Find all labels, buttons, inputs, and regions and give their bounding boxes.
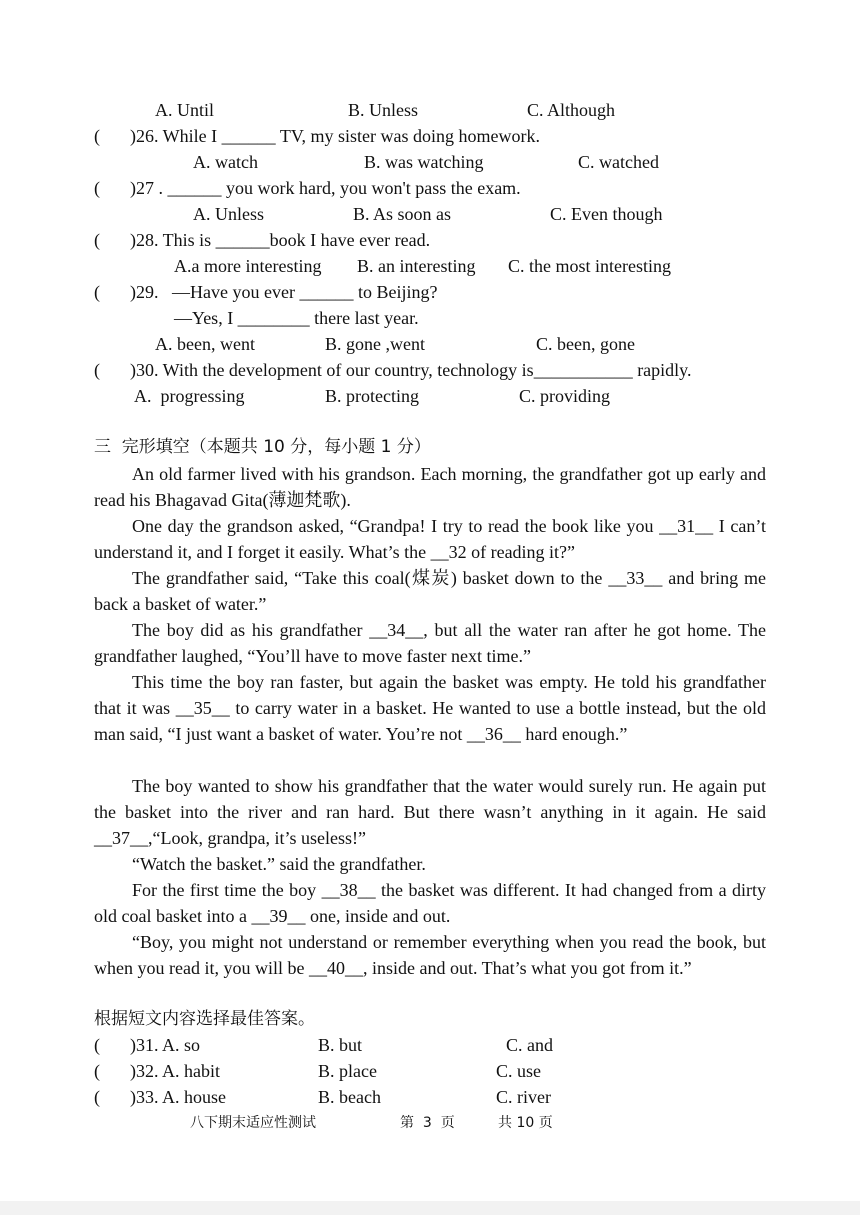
q31-option-c: C. and bbox=[506, 1035, 553, 1055]
passage-text: The boy wanted to show his grandfather that the water would surely run. He again put the basket into the river and ran hard. But there wasn’t anything in it again. He said __37__,“Look, grandpa, it’s useless!” bbox=[94, 776, 766, 848]
q30-paren: ( bbox=[94, 360, 100, 380]
passage-text: For the first time the boy __38__ the basket was different. It had changed from a dirty old coal basket into a __39__ one, inside and out. bbox=[94, 880, 766, 926]
q28-option-b: B. an interesting bbox=[357, 256, 476, 276]
q28-paren: ( bbox=[94, 230, 100, 250]
q27-option-c: C. Even though bbox=[550, 204, 663, 224]
q27-stem: )27 . ______ you work hard, you won't pass the exam. bbox=[130, 178, 521, 198]
q29-paren: ( bbox=[94, 282, 100, 302]
q26-stem: )26. While I ______ TV, my sister was doing homework. bbox=[130, 126, 540, 146]
q25-option-b: B. Unless bbox=[348, 100, 419, 120]
cloze-instruction: 根据短文内容选择最佳答案。 bbox=[94, 1009, 315, 1029]
q27-option-a: A. Unless bbox=[193, 204, 264, 224]
q28-option-c: C. the most interesting bbox=[508, 256, 671, 276]
q33-option-b: B. beach bbox=[318, 1087, 381, 1107]
passage-paragraph-9 bbox=[94, 929, 766, 981]
q26-option-a: A. watch bbox=[193, 152, 258, 172]
footer-total-pages: 共 10 页 bbox=[498, 1115, 553, 1131]
footer-test-name: 八下期末适应性测试 bbox=[190, 1115, 316, 1131]
section-title-cloze: 三 完形填空（本题共 10 分，每小题 1 分） bbox=[94, 437, 431, 457]
q30-stem: )30. With the development of our country, technology is___________ rapidly. bbox=[130, 360, 692, 380]
q30-option-c: C. providing bbox=[519, 386, 611, 406]
q28-option-a: A.a more interesting bbox=[174, 256, 322, 276]
page-bottom-edge bbox=[0, 1201, 860, 1215]
q30-option-a: A. progressing bbox=[134, 386, 245, 406]
passage-paragraph-5 bbox=[94, 669, 766, 747]
q27-option-b: B. As soon as bbox=[353, 204, 452, 224]
passage-text: An old farmer lived with his grandson. Each morning, the grandfather got up early and read his Bhagavad Gita(薄迦梵歌). bbox=[94, 464, 766, 510]
passage-text: “Watch the basket.” said the grandfather. bbox=[132, 854, 426, 874]
q32-stem: )32. A. habit bbox=[130, 1061, 220, 1081]
q28-stem: )28. This is ______book I have ever read. bbox=[130, 230, 431, 250]
q29-option-b: B. gone ,went bbox=[325, 334, 425, 354]
q33-paren: ( bbox=[94, 1087, 100, 1107]
q32-option-b: B. place bbox=[318, 1061, 377, 1081]
q25-option-a: A. Until bbox=[155, 100, 215, 120]
q33-stem: )33. A. house bbox=[130, 1087, 226, 1107]
passage-paragraph-1 bbox=[94, 461, 766, 513]
passage-paragraph-2 bbox=[94, 513, 766, 565]
q31-paren: ( bbox=[94, 1035, 100, 1055]
passage-text: This time the boy ran faster, but again the basket was empty. He told his grandfather that it was __35__ to carry water in a basket. He wanted to use a bottle instead, but the old man said, “I just want a basket of water. You’re not __36__ hard enough.” bbox=[94, 672, 766, 744]
passage-paragraph-7 bbox=[94, 851, 766, 877]
q29-stem: )29. —Have you ever ______ to Beijing? bbox=[130, 282, 438, 302]
passage-paragraph-4 bbox=[94, 617, 766, 669]
q25-option-c: C. Although bbox=[527, 100, 616, 120]
passage-paragraph-6 bbox=[94, 773, 766, 851]
q30-option-b: B. protecting bbox=[325, 386, 419, 406]
q32-paren: ( bbox=[94, 1061, 100, 1081]
q31-stem: )31. A. so bbox=[130, 1035, 201, 1055]
q26-paren: ( bbox=[94, 126, 100, 146]
passage-paragraph-3 bbox=[94, 565, 766, 617]
q32-option-c: C. use bbox=[496, 1061, 541, 1081]
passage-text: “Boy, you might not understand or remember everything when you read the book, but when you read it, you will be __40__, inside and out. That’s what you got from it.” bbox=[94, 932, 766, 978]
q33-option-c: C. river bbox=[496, 1087, 551, 1107]
q29-stem-answer: —Yes, I ________ there last year. bbox=[174, 308, 419, 328]
passage-text: The boy did as his grandfather __34__, but all the water ran after he got home. The grandfather laughed, “You’ll have to move faster next time.” bbox=[94, 620, 766, 666]
footer-page-number: 第 3 页 bbox=[400, 1115, 455, 1131]
q26-option-b: B. was watching bbox=[364, 152, 484, 172]
passage-text: One day the grandson asked, “Grandpa! I try to read the book like you __31__ I can’t understand it, and I forget it easily. What’s the __32 of reading it?” bbox=[94, 516, 766, 562]
q31-option-b: B. but bbox=[318, 1035, 363, 1055]
passage-text: The grandfather said, “Take this coal(煤炭) basket down to the __33__ and bring me back a basket of water.” bbox=[94, 568, 766, 614]
q29-option-c: C. been, gone bbox=[536, 334, 635, 354]
q27-paren: ( bbox=[94, 178, 100, 198]
q29-option-a: A. been, went bbox=[155, 334, 255, 354]
passage-paragraph-8 bbox=[94, 877, 766, 929]
q26-option-c: C. watched bbox=[578, 152, 659, 172]
